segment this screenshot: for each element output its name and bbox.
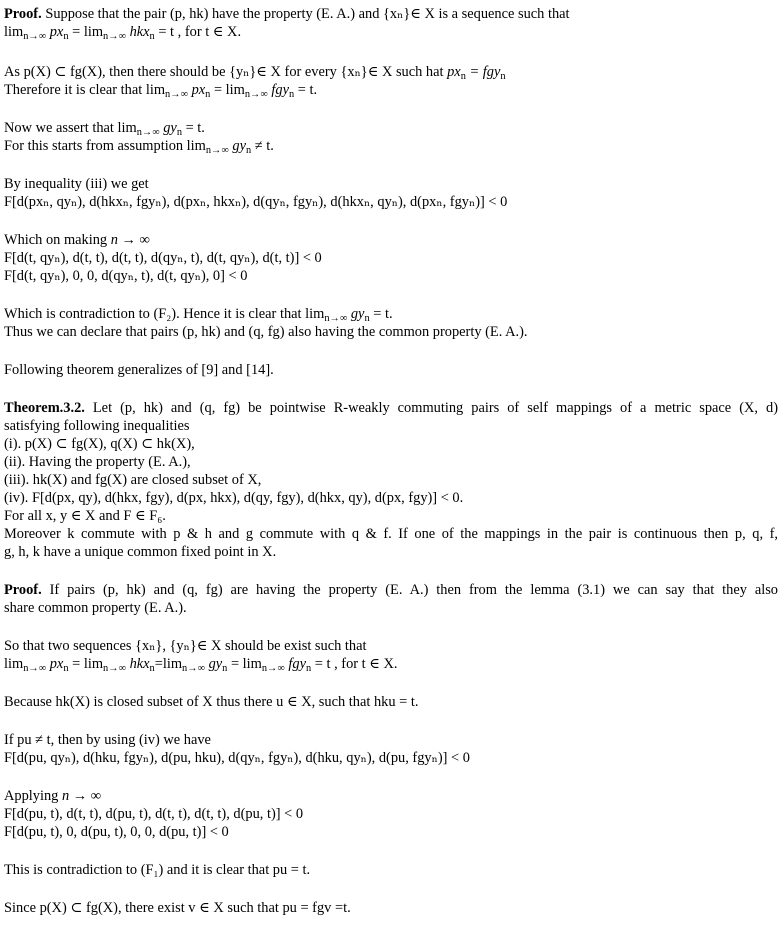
text-line: Since p(X) ⊂ fg(X), there exist v ∈ X such that pu = fgv =t.	[4, 900, 351, 916]
inequality-line: F[d(pu, t), 0, d(pu, t), 0, 0, d(pu, t)] < 0	[4, 824, 229, 840]
inequality-line: F[d(t, qyₙ), 0, 0, d(qyₙ, t), d(t, qyₙ), 0] < 0	[4, 268, 248, 284]
text-line: If pu ≠ t, then by using (iv) we have	[4, 732, 211, 748]
theorem-line: For all x, y ∈ X and F ∈ F₆.	[4, 508, 166, 524]
text-line: Following theorem generalizes of [9] and [14].	[4, 362, 274, 378]
text-line: Applying n → ∞	[4, 788, 102, 804]
proof-line-1: Proof. Suppose that the pair (p, hk) have the property (E. A.) and {xₙ}∈ X is a sequence such that	[4, 6, 570, 22]
inequality-line: F[d(pu, qyₙ), d(hku, fgyₙ), d(pu, hku), d(qyₙ, fgyₙ), d(hku, qyₙ), d(pu, fgyₙ)] < 0	[4, 750, 470, 766]
text-line: So that two sequences {xₙ}, {yₙ}∈ X should be exist such that	[4, 638, 367, 654]
theorem-line: Moreover k commute with p & h and g commute with q & f. If one of the mappings in the pair is continuous then p, q, f,	[4, 526, 778, 542]
text-line: Now we assert that $\lim_{n\to\infty} gy_n = t$.	[4, 120, 205, 138]
text-line: Which on making n → ∞	[4, 232, 150, 248]
text-line: As p(X) ⊂ fg(X), then there should be {yₙ}∈ X for every {xₙ}∈ X such hat $px_n = fgy_n$	[4, 64, 506, 82]
limit-line: $\lim_{n\to\infty} px_n = \lim_{n\to\infty} hkx_n=\lim_{n\to\infty}$ $gy_n = \lim_{n\to\infty} fgy_n = t$ , for t ∈ X.	[4, 656, 398, 674]
text-line: Therefore it is clear that $\lim_{n\to\infty} px_n = \lim_{n\to\infty} fgy_n = t$.	[4, 82, 318, 100]
theorem-condition: (i). p(X) ⊂ fg(X), q(X) ⊂ hk(X),	[4, 436, 195, 452]
inequality-line: F[d(pu, t), d(t, t), d(pu, t), d(t, t), d(t, t), d(pu, t)] < 0	[4, 806, 304, 822]
proof-line-2: Proof. If pairs (p, hk) and (q, fg) are having the property (E. A.) then from the lemma (3.1) we can say that they also	[4, 582, 778, 598]
inequality-line: F[d(pxₙ, qyₙ), d(hkxₙ, fgyₙ), d(pxₙ, hkxₙ), d(qyₙ, fgyₙ), d(hkxₙ, qyₙ), d(pxₙ, fgyₙ)] < 0	[4, 194, 508, 210]
theorem-condition: (iv). F[d(px, qy), d(hkx, fgy), d(px, hkx), d(qy, fgy), d(hkx, qy), d(px, fgy)] < 0.	[4, 490, 464, 506]
theorem-condition: (iii). hk(X) and fg(X) are closed subset of X,	[4, 472, 262, 488]
text-line: For this starts from assumption $\lim_{n\to\infty} gy_n \ne t$.	[4, 138, 274, 156]
inequality-line: F[d(t, qyₙ), d(t, t), d(t, t), d(qyₙ, t), d(t, qyₙ), d(t, t)] < 0	[4, 250, 322, 266]
theorem-heading-line: Theorem.3.2. Let (p, hk) and (q, fg) be pointwise R-weakly commuting pairs of self mappings of a metric space (X, d)	[4, 400, 778, 416]
text-line: share common property (E. A.).	[4, 600, 187, 616]
text-line: By inequality (iii) we get	[4, 176, 149, 192]
text-line: This is contradiction to (F₁) and it is clear that pu = t.	[4, 862, 311, 878]
theorem-line: g, h, k have a unique common fixed point in X.	[4, 544, 277, 560]
proof-limit-line: $\lim_{n\to\infty} px_n = \lim_{n\to\infty} hkx_n = t$ , for t ∈ X.	[4, 24, 242, 42]
theorem-condition: (ii). Having the property (E. A.),	[4, 454, 191, 470]
text-line: Because hk(X) is closed subset of X thus there u ∈ X, such that hku = t.	[4, 694, 419, 710]
text-line: Thus we can declare that pairs (p, hk) and (q, fg) also having the common property (E. A.).	[4, 324, 528, 340]
text-line: Which is contradiction to (F₂). Hence it is clear that $\lim_{n\to\infty} gy_n = t$.	[4, 306, 393, 324]
theorem-line: satisfying following inequalities	[4, 418, 190, 434]
